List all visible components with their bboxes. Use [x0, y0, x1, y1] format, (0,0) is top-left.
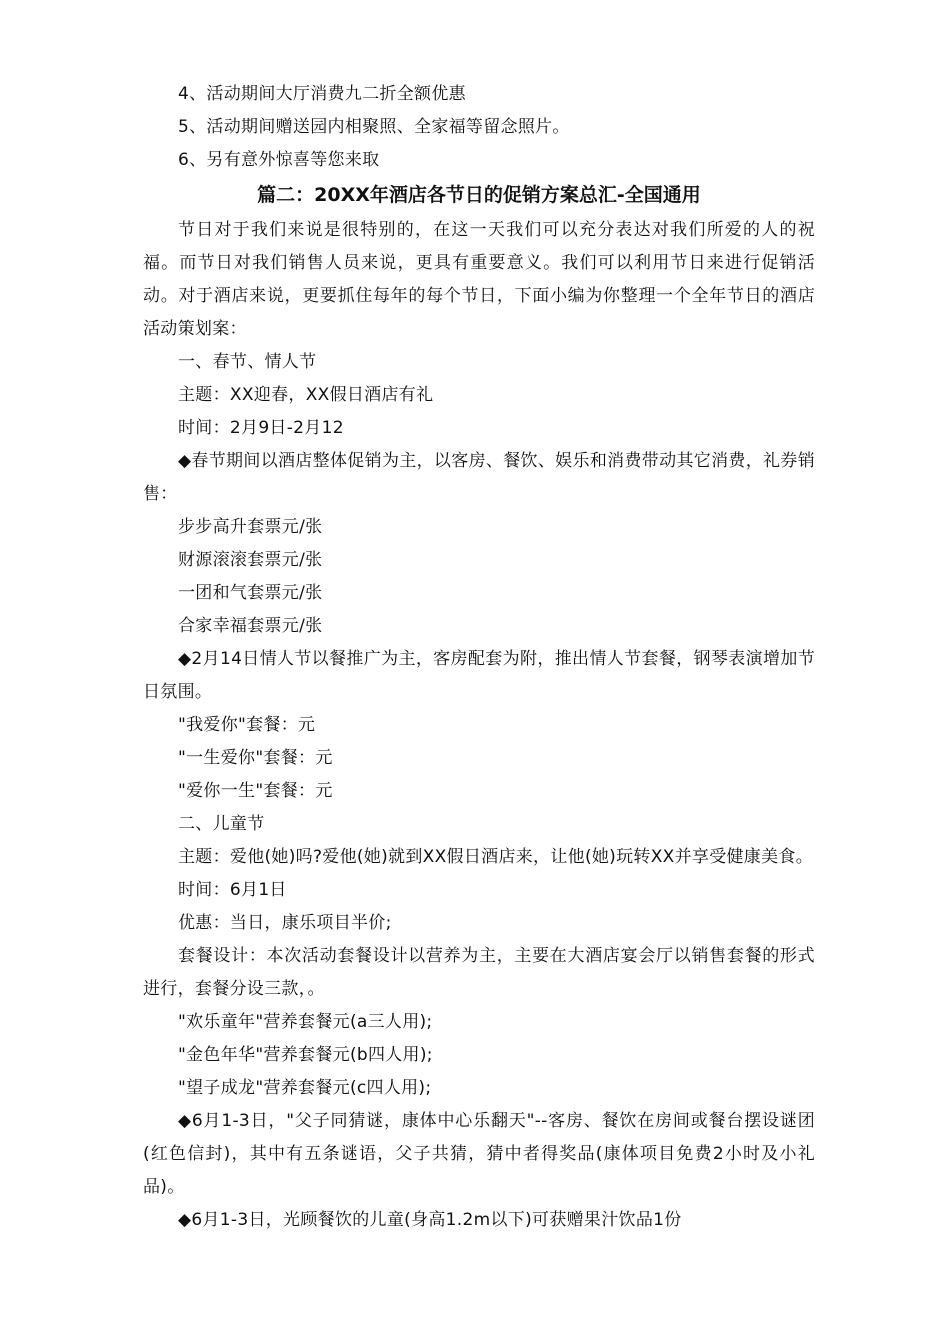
package-item: "爱你一生"套餐：元 — [178, 781, 333, 801]
document-body — [143, 78, 815, 1237]
paragraph: 主题：爱他(她)吗?爱他(她)就到XX假日酒店来，让他(她)玩转XX并享受健康美食。 — [178, 847, 813, 867]
paragraph: 时间：6月1日 — [178, 880, 287, 900]
list-item: 5、活动期间赠送园内相聚照、全家福等留念照片。 — [178, 117, 570, 137]
package-item: 财源滚滚套票元/张 — [178, 550, 323, 570]
heading-spring-valentine: 一、春节、情人节 — [178, 352, 317, 372]
package-item: "我爱你"套餐：元 — [178, 715, 316, 735]
paragraph: ◆6月1-3日，光顾餐饮的儿童(身高1.2m以下)可获赠果汁饮品1份 — [178, 1210, 682, 1230]
paragraph: 套餐设计：本次活动套餐设计以营养为主，主要在大酒店宴会厅以销售套餐的形式进行，套餐分设三款，。 — [143, 946, 815, 999]
list-item: 4、活动期间大厅消费九二折全额优惠 — [178, 84, 466, 104]
package-item: 合家幸福套票元/张 — [178, 616, 323, 636]
paragraph: 时间：2月9日-2月12 — [178, 418, 344, 438]
package-item: "金色年华"营养套餐元(b四人用); — [178, 1045, 433, 1065]
intro-paragraph: 节日对于我们来说是很特别的，在这一天我们可以充分表达对我们所爱的人的祝福。而节日对我们销售人员来说，更具有重要意义。我们可以利用节日来进行促销活动。对于酒店来说，更要抓住每年的每个节日，下面小编为你整理一个全年节日的酒店活动策划案： — [143, 220, 815, 339]
list-item: 6、另有意外惊喜等您来取 — [178, 150, 380, 170]
package-item: "欢乐童年"营养套餐元(a三人用); — [178, 1012, 433, 1032]
paragraph: ◆春节期间以酒店整体促销为主，以客房、餐饮、娱乐和消费带动其它消费，礼券销售： — [143, 451, 815, 504]
paragraph: ◆2月14日情人节以餐推广为主，客房配套为附，推出情人节套餐，钢琴表演增加节日氛围。 — [143, 649, 815, 702]
paragraph: 优惠：当日，康乐项目半价; — [178, 913, 392, 933]
package-item: "望子成龙"营养套餐元(c四人用); — [178, 1078, 432, 1098]
package-item: 一团和气套票元/张 — [178, 583, 323, 603]
heading-childrens-day: 二、儿童节 — [178, 814, 265, 834]
section-title: 篇二：20XX年酒店各节日的促销方案总汇-全国通用 — [257, 184, 701, 206]
paragraph: ◆6月1-3日，"父子同猜谜，康体中心乐翻天"--客房、餐饮在房间或餐台摆设谜团(红色信封)，其中有五条谜语，父子共猜，猜中者得奖品(康体项目免费2小时及小礼品)。 — [143, 1111, 815, 1197]
package-item: "一生爱你"套餐：元 — [178, 748, 333, 768]
paragraph: 主题：XX迎春，XX假日酒店有礼 — [178, 385, 434, 405]
package-item: 步步高升套票元/张 — [178, 517, 323, 537]
